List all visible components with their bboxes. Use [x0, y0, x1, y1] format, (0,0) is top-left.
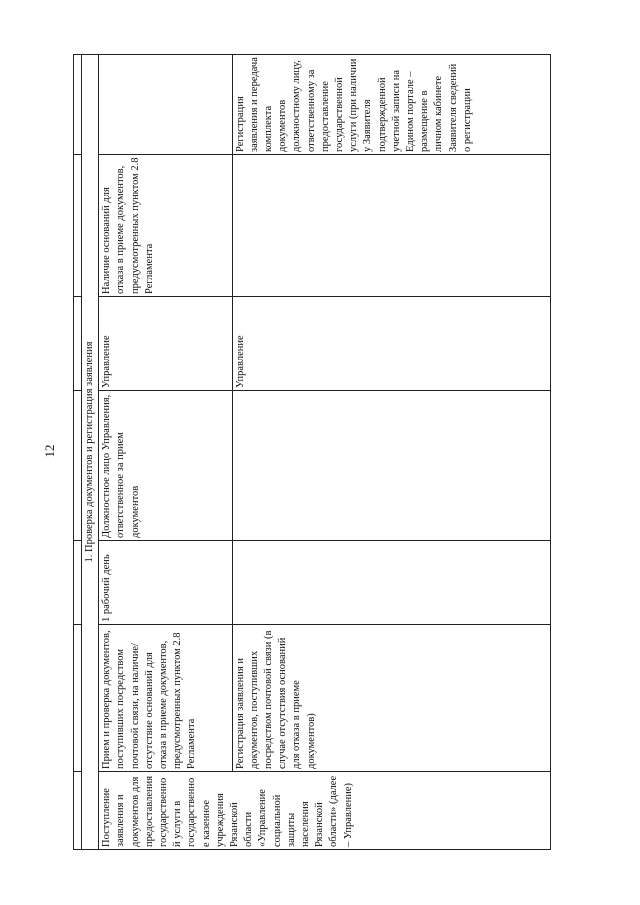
- result-cell: [99, 55, 232, 155]
- table-frame: [73, 55, 551, 850]
- table-top-spacer-row: [74, 55, 82, 850]
- term-cell: 1 рабочий день: [99, 541, 232, 625]
- rotated-table-container: [73, 55, 551, 850]
- criteria-cell: Наличие оснований для отказа в приеме документов, предусмотренных пунктом 2.8 Регламента: [99, 155, 232, 297]
- action-cell: Прием и проверка документов, поступивших посредством почтовой связи, на наличие/отсутствие оснований для отказа в приеме документов, предусмотренных пунктом 2.8 Регламента: [99, 625, 232, 772]
- criteria-cell: [232, 155, 550, 297]
- stage-header-row: [82, 55, 99, 850]
- stage-title: 1. Проверка документов и регистрация заявления: [82, 55, 99, 850]
- basis-cell: Поступление заявления и документов для предоставления государственно й услуги в государственно е казенное учреждения Рязанской области «Управление социальной защиты населения Рязанской области» (далее – Управление): [99, 772, 551, 850]
- result-cell: Регистрация заявления и передача комплекта документов должностному лицу, ответственному за предоставление государственной услуги (при наличии у Заявителя подтвержденной учетной записи на Едином портале – размещение в личном кабинете Заявителя сведений о регистрации: [232, 55, 550, 155]
- page-number: 12: [42, 444, 57, 458]
- table-row: [99, 55, 232, 850]
- procedure-table: [73, 54, 551, 850]
- term-cell: [232, 541, 550, 625]
- executor-cell: [232, 391, 550, 541]
- place-cell: Управление: [232, 297, 550, 391]
- table-row: [232, 55, 550, 850]
- place-cell: Управление: [99, 297, 232, 391]
- executor-cell: Должностное лицо Управления, ответственное за прием документов: [99, 391, 232, 541]
- action-cell: Регистрация заявления и документов, поступивших посредством почтовой связи (в случае отсутствия оснований для отказа в приеме документов): [232, 625, 550, 772]
